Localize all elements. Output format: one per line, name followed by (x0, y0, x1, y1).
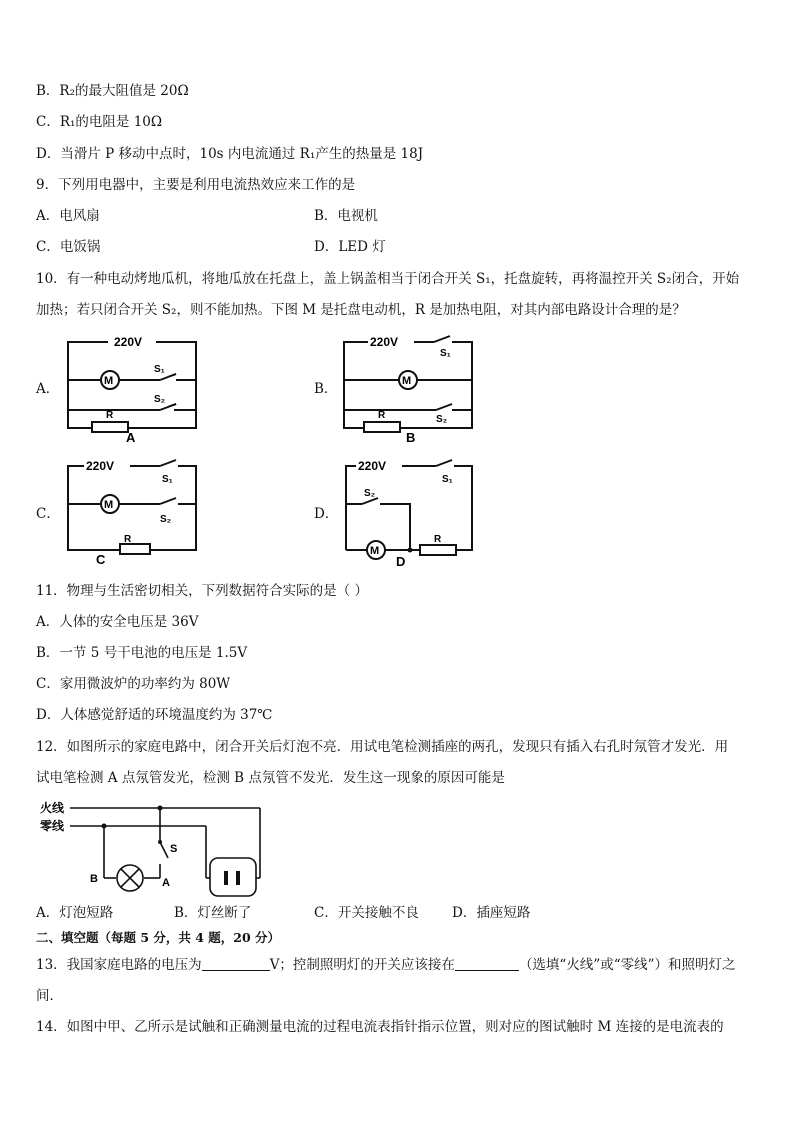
q11-option-c: C．家用微波炉的功率约为 80W (36, 676, 231, 692)
q9-option-d: D．LED 灯 (314, 239, 386, 255)
q10a-caption: A (126, 430, 136, 444)
q12-live-label: 火线 (40, 801, 65, 815)
q12-stem-line1: 12．如图所示的家庭电路中，闭合开关后灯泡不亮．用试电笔检测插座的两孔，发现只有插入右孔时氖管才发光．用 (36, 739, 729, 755)
q10b-voltage: 220V (370, 335, 399, 349)
q10-circuit-d (340, 456, 480, 570)
q10c-voltage: 220V (86, 459, 115, 473)
q11-option-b: B．一节 5 号干电池的电压是 1.5V (36, 645, 248, 661)
q13-part3: （选填“火线”或“零线”）和照明灯之 (518, 957, 736, 973)
q13-blank-2[interactable] (455, 956, 519, 971)
q11-stem: 11．物理与生活密切相关，下列数据符合实际的是（ ） (36, 583, 368, 599)
q12-point-a: A (162, 877, 170, 889)
q10c-caption: C (96, 552, 106, 567)
q10-option-d-label: D． (314, 506, 339, 522)
q10a-s1: S₁ (154, 364, 165, 375)
q12-household-circuit (38, 796, 268, 900)
q12-option-d: D．插座短路 (452, 905, 531, 921)
q13-part4: 间． (36, 988, 63, 1004)
q10-option-c-label: C． (36, 506, 60, 522)
q10-stem-line1: 10．有一种电动烤地瓜机，将地瓜放在托盘上，盖上锅盖相当于闭合开关 S₁，托盘旋转，再将温控开关 S₂闭合，开始 (36, 271, 740, 287)
q8-option-c: C．R₁的电阻是 10Ω (36, 114, 163, 130)
q10d-voltage: 220V (358, 459, 387, 473)
q10-circuit-a (64, 330, 204, 444)
q9-option-b: B．电视机 (314, 208, 378, 224)
q11-option-a: A．人体的安全电压是 36V (36, 614, 199, 630)
q10a-resistor: R (106, 410, 114, 421)
q13-part1: 13．我国家庭电路的电压为 (36, 957, 202, 973)
q10b-s2: S₂ (436, 414, 448, 425)
q10d-s1: S₁ (442, 474, 453, 485)
q10b-motor: M (402, 375, 412, 387)
q14-stem: 14．如图中甲、乙所示是试触和正确测量电流的过程电流表指针指示位置，则对应的图试触时 M 连接的是电流表的 (36, 1019, 724, 1035)
q8-option-b: B．R₂的最大阻值是 20Ω (36, 83, 189, 99)
q12-stem-line2: 试电笔检测 A 点氖管发光，检测 B 点氖管不发光．发生这一现象的原因可能是 (36, 770, 505, 786)
q10d-s2: S₂ (364, 488, 376, 499)
q10c-s2: S₂ (160, 514, 172, 525)
q12-option-b: B．灯丝断了 (174, 905, 252, 921)
q10b-s1: S₁ (440, 348, 451, 359)
q9-option-a: A．电风扇 (36, 208, 100, 224)
q10c-s1: S₁ (162, 474, 173, 485)
q10c-resistor: R (124, 534, 132, 545)
section2-title: 二、填空题（每题 5 分，共 4 题，20 分） (36, 930, 281, 945)
q10-stem-line2: 加热；若只闭合开关 S₂，则不能加热。下图 M 是托盘电动机，R 是加热电阻，对其内部电路设计合理的是？ (36, 302, 686, 318)
q11-option-d: D．人体感觉舒适的环境温度约为 37℃ (36, 707, 273, 723)
q10c-motor: M (104, 499, 114, 511)
q10-option-b-label: B． (314, 381, 338, 397)
q8-option-d: D．当滑片 P 移动中点时，10s 内电流通过 R₁产生的热量是 18J (36, 146, 424, 162)
q10a-motor: M (104, 375, 114, 387)
q10a-voltage: 220V (114, 335, 143, 349)
q9-option-c: C．电饭锅 (36, 239, 101, 255)
q10a-s2: S₂ (154, 394, 166, 405)
q12-point-b: B (90, 873, 98, 885)
q10d-motor: M (370, 545, 380, 557)
q10b-resistor: R (378, 410, 386, 421)
q12-option-c: C．开关接触不良 (314, 905, 419, 921)
q10d-caption: D (396, 554, 406, 569)
q10d-resistor: R (434, 534, 442, 545)
q12-neutral-label: 零线 (40, 819, 65, 833)
q12-option-a: A．灯泡短路 (36, 905, 114, 921)
q13-part2: V；控制照明灯的开关应该接在 (269, 957, 455, 973)
q12-switch-label: S (170, 843, 178, 855)
q10-circuit-b (340, 330, 480, 444)
q10b-caption: B (406, 430, 416, 444)
q10-circuit-c (64, 456, 204, 570)
q10-option-a-label: A． (36, 381, 60, 397)
q13-blank-1[interactable] (202, 956, 270, 971)
q13-line1 (36, 956, 736, 974)
q9-stem: 9．下列用电器中，主要是利用电流热效应来工作的是 (36, 177, 356, 193)
